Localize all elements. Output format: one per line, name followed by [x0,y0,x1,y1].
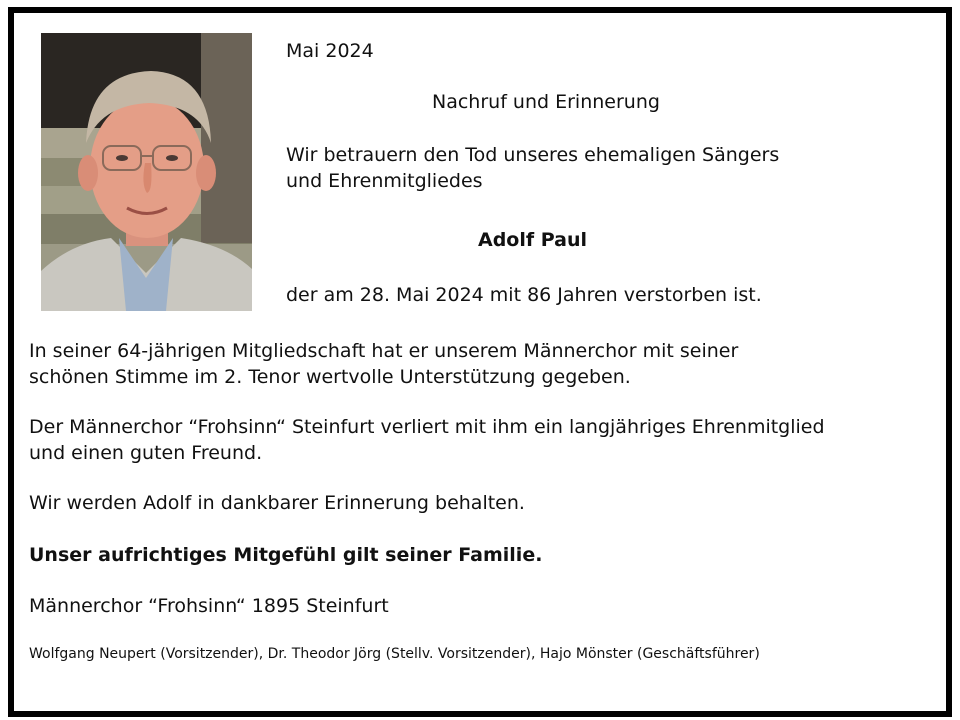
signature-line: Männerchor “Frohsinn“ 1895 Steinfurt [29,595,389,617]
date-line: Mai 2024 [286,40,374,62]
intro-line-2: und Ehrenmitgliedes [286,170,483,192]
intro-line-1: Wir betrauern den Tod unseres ehemaligen Sängers [286,144,780,166]
paragraph-2-line-2: und einen guten Freund. [29,442,263,464]
death-line: der am 28. Mai 2024 mit 86 Jahren verstorben ist. [286,284,762,306]
heading: Nachruf und Erinnerung [432,91,660,113]
paragraph-1-line-1: In seiner 64-jährigen Mitgliedschaft hat er unserem Männerchor mit seiner [29,340,739,362]
deceased-name: Adolf Paul [478,229,588,251]
paragraph-1-line-2: schönen Stimme im 2. Tenor wertvolle Unterstützung gegeben. [29,366,631,388]
paragraph-2-line-1: Der Männerchor “Frohsinn“ Steinfurt verliert mit ihm ein langjähriges Ehrenmitglied [29,416,825,438]
board-members-line: Wolfgang Neupert (Vorsitzender), Dr. Theodor Jörg (Stellv. Vorsitzender), Hajo Mönster (Geschäftsführer) [29,646,760,662]
paragraph-3: Wir werden Adolf in dankbarer Erinnerung behalten. [29,492,525,514]
portrait-photo [41,33,252,311]
condolence-line: Unser aufrichtiges Mitgefühl gilt seiner Familie. [29,544,543,566]
